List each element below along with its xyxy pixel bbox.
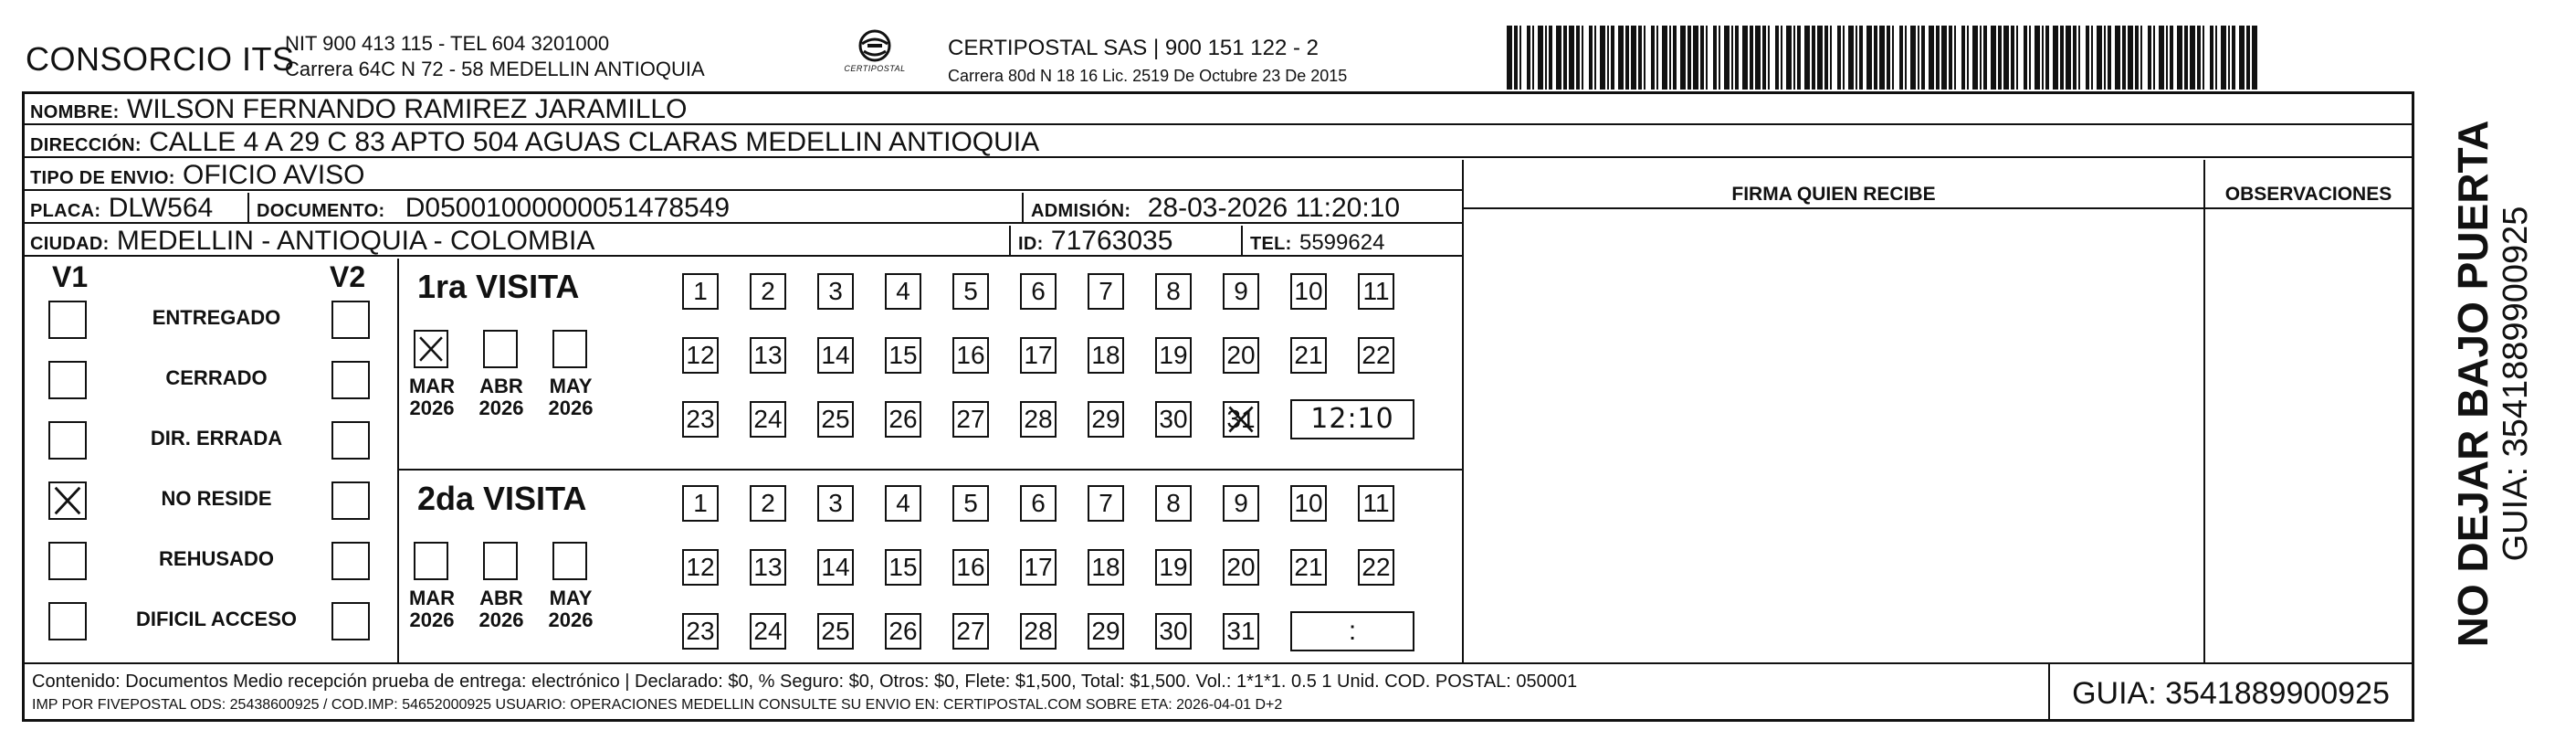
day-number: 30 — [1159, 617, 1188, 645]
day-box[interactable] — [952, 401, 989, 438]
day-box[interactable] — [817, 549, 854, 586]
day-number: 28 — [1024, 617, 1053, 645]
month-name: ABR — [479, 587, 523, 609]
admision-value: 28-03-2026 11:20:10 — [1147, 193, 1401, 223]
status-row — [25, 297, 397, 352]
tipo-value: OFICIO AVISO — [183, 160, 365, 190]
logo-text: CERTIPOSTAL — [844, 64, 906, 73]
day-number: 11 — [1362, 489, 1390, 517]
day-box[interactable] — [750, 273, 786, 310]
day-number: 24 — [753, 405, 783, 433]
v1-checkbox[interactable] — [48, 421, 87, 460]
row-direccion — [25, 127, 2412, 158]
day-box[interactable] — [1088, 401, 1124, 438]
day-number: 15 — [888, 553, 918, 581]
day-number: 26 — [888, 405, 918, 433]
nombre-label: NOMBRE: — [30, 102, 120, 122]
day-number: 4 — [896, 489, 910, 517]
day-box[interactable] — [885, 337, 921, 374]
day-number: 21 — [1294, 553, 1323, 581]
day-box[interactable] — [1290, 337, 1327, 374]
delivery-form — [22, 91, 2414, 722]
side-notice — [2411, 0, 2575, 751]
divider-status — [397, 259, 399, 662]
side-text — [2450, 121, 2536, 648]
day-box[interactable] — [1223, 485, 1259, 522]
month-year: 2026 — [409, 608, 455, 631]
status-label: CERRADO — [165, 366, 268, 389]
status-row — [25, 418, 397, 472]
day-box[interactable] — [1088, 485, 1124, 522]
status-row — [25, 598, 397, 653]
day-number: 23 — [686, 405, 715, 433]
day-box[interactable] — [952, 337, 989, 374]
header — [20, 16, 2467, 88]
day-box[interactable] — [750, 485, 786, 522]
issuer-line-2: Carrera 64C N 72 - 58 MEDELLIN ANTIOQUIA — [285, 58, 705, 80]
day-number: 3 — [828, 277, 843, 305]
day-box[interactable] — [1290, 273, 1327, 310]
day-number: 25 — [821, 405, 850, 433]
visit-title: 2da VISITA — [417, 480, 587, 517]
day-box[interactable] — [682, 613, 719, 650]
month-year: 2026 — [548, 608, 594, 631]
day-box[interactable] — [817, 613, 854, 650]
day-box[interactable] — [1155, 485, 1192, 522]
day-number: 5 — [963, 277, 978, 305]
day-number: 19 — [1159, 553, 1188, 581]
day-number: 4 — [896, 277, 910, 305]
tipo-label: TIPO DE ENVIO: — [30, 168, 175, 188]
day-number: 10 — [1294, 277, 1323, 305]
month-name: MAY — [549, 587, 593, 609]
documento-cell — [247, 193, 730, 222]
tel-cell — [1241, 226, 1384, 255]
admision-cell — [1022, 193, 1400, 222]
day-box[interactable] — [1020, 549, 1057, 586]
day-box[interactable] — [885, 549, 921, 586]
day-box[interactable] — [817, 273, 854, 310]
day-box[interactable] — [750, 401, 786, 438]
day-number: 18 — [1091, 341, 1120, 369]
x-mark-icon — [415, 332, 447, 366]
day-box[interactable] — [750, 549, 786, 586]
day-number: 14 — [821, 341, 850, 369]
day-number: 5 — [963, 489, 978, 517]
v1-checkbox[interactable] — [48, 602, 87, 640]
row-ciudad — [25, 226, 1462, 257]
day-box[interactable] — [817, 485, 854, 522]
month-checkbox[interactable] — [414, 542, 448, 580]
day-number: 18 — [1091, 553, 1120, 581]
month-year: 2026 — [409, 397, 455, 419]
v2-checkbox[interactable] — [331, 421, 370, 460]
day-box[interactable] — [1290, 549, 1327, 586]
v2-checkbox[interactable] — [331, 602, 370, 640]
day-number: 25 — [821, 617, 850, 645]
x-mark-icon — [1225, 403, 1257, 436]
placa-value: DLW564 — [108, 193, 214, 223]
day-box[interactable] — [1358, 337, 1394, 374]
id-value: 71763035 — [1050, 226, 1173, 256]
day-box[interactable] — [885, 613, 921, 650]
day-number: 21 — [1294, 341, 1323, 369]
day-box[interactable] — [1088, 549, 1124, 586]
day-box[interactable] — [952, 485, 989, 522]
day-box[interactable] — [952, 273, 989, 310]
day-number: 15 — [888, 341, 918, 369]
divider-firma — [1462, 160, 1464, 662]
observaciones-header: OBSERVACIONES — [2205, 180, 2412, 209]
month-label — [543, 376, 598, 419]
carrier-line-1: CERTIPOSTAL SAS | 900 151 122 - 2 — [948, 36, 1319, 60]
ciudad-label: CIUDAD: — [30, 234, 110, 254]
documento-label: DOCUMENTO: — [257, 201, 385, 221]
day-box[interactable] — [682, 337, 719, 374]
row-nombre — [25, 94, 2412, 125]
month-label — [474, 587, 529, 631]
admision-label: ADMISIÓN: — [1031, 201, 1131, 221]
x-mark-icon — [50, 483, 85, 518]
row-placa — [25, 193, 1462, 224]
month-checkbox[interactable] — [552, 330, 587, 368]
v2-checkbox[interactable] — [331, 542, 370, 580]
day-box[interactable] — [682, 273, 719, 310]
month-label — [543, 587, 598, 631]
month-checkbox[interactable] — [552, 542, 587, 580]
day-box[interactable] — [750, 337, 786, 374]
day-box[interactable] — [682, 485, 719, 522]
day-box[interactable] — [1020, 613, 1057, 650]
day-number: 13 — [753, 553, 783, 581]
day-box[interactable] — [1223, 613, 1259, 650]
day-box[interactable] — [1155, 549, 1192, 586]
v2-checkbox[interactable] — [331, 481, 370, 520]
day-box[interactable] — [1358, 273, 1394, 310]
day-box[interactable] — [1223, 549, 1259, 586]
carrier-info — [948, 35, 1347, 90]
day-number: 29 — [1091, 617, 1120, 645]
day-box[interactable] — [1223, 401, 1259, 438]
status-label: ENTREGADO — [152, 306, 281, 329]
v2-header: V2 — [330, 260, 366, 293]
v2-checkbox[interactable] — [331, 361, 370, 399]
day-box[interactable] — [1020, 273, 1057, 310]
v2-checkbox[interactable] — [331, 301, 370, 339]
row-tipo — [25, 160, 1462, 191]
day-number: 7 — [1099, 489, 1113, 517]
day-number: 23 — [686, 617, 715, 645]
v1-header: V1 — [52, 260, 89, 293]
day-number: 20 — [1226, 553, 1256, 581]
day-box[interactable] — [1223, 273, 1259, 310]
certipostal-logo — [831, 27, 919, 88]
day-number: 8 — [1166, 489, 1181, 517]
status-label: DIR. ERRADA — [150, 427, 283, 450]
carrier-line-2: Carrera 80d N 18 16 Lic. 2519 De Octubre 23 De 2015 — [948, 67, 1348, 85]
day-number: 2 — [761, 489, 775, 517]
direccion-label: DIRECCIÓN: — [30, 135, 142, 155]
day-number: 16 — [956, 553, 985, 581]
guia-number: GUIA: 3541889900925 — [2048, 664, 2412, 721]
day-number: 8 — [1166, 277, 1181, 305]
day-number: 17 — [1024, 341, 1053, 369]
day-box[interactable] — [1020, 401, 1057, 438]
day-box[interactable] — [885, 273, 921, 310]
day-number: 14 — [821, 553, 850, 581]
day-box[interactable] — [1020, 485, 1057, 522]
day-number: 27 — [956, 405, 985, 433]
ciudad-value: MEDELLIN - ANTIOQUIA - COLOMBIA — [116, 226, 595, 256]
day-number: 9 — [1234, 277, 1248, 305]
day-number: 26 — [888, 617, 918, 645]
day-box[interactable] — [952, 549, 989, 586]
documento-value: D05001000000051478549 — [405, 193, 731, 223]
month-label — [405, 376, 459, 419]
month-name: MAY — [549, 375, 593, 397]
day-box[interactable] — [817, 337, 854, 374]
barcode-icon — [1507, 26, 2257, 90]
day-number: 17 — [1024, 553, 1053, 581]
v1-checkbox[interactable] — [48, 301, 87, 339]
day-box[interactable] — [952, 613, 989, 650]
day-number: 13 — [753, 341, 783, 369]
v1-checkbox[interactable] — [48, 361, 87, 399]
day-number: 22 — [1362, 553, 1391, 581]
issuer-info — [285, 31, 705, 82]
day-number: 10 — [1294, 489, 1323, 517]
day-number: 31 — [1226, 617, 1256, 645]
day-box[interactable] — [885, 485, 921, 522]
day-box[interactable] — [682, 401, 719, 438]
day-number: 16 — [956, 341, 985, 369]
visit-time[interactable]: 12:10 — [1290, 399, 1414, 439]
day-box[interactable] — [1155, 337, 1192, 374]
day-number: 1 — [693, 277, 708, 305]
day-number: 31 — [1226, 405, 1256, 433]
side-guia: GUIA: 3541889900925 — [2497, 206, 2535, 562]
placa-label: PLACA: — [30, 201, 101, 221]
day-box[interactable] — [885, 401, 921, 438]
day-box[interactable] — [1223, 337, 1259, 374]
month-name: MAR — [408, 587, 456, 609]
footer — [25, 662, 2412, 721]
status-row — [25, 538, 397, 593]
divider-visits — [397, 469, 1462, 471]
day-number: 20 — [1226, 341, 1256, 369]
day-box[interactable] — [1155, 401, 1192, 438]
day-box[interactable] — [1088, 273, 1124, 310]
divider-observaciones — [2203, 160, 2205, 662]
visit-title: 1ra VISITA — [417, 268, 580, 305]
day-number: 1 — [693, 489, 708, 517]
day-box[interactable] — [682, 549, 719, 586]
day-number: 2 — [761, 277, 775, 305]
status-label: DIFICIL ACCESO — [135, 608, 297, 630]
day-number: 30 — [1159, 405, 1188, 433]
day-box[interactable] — [817, 401, 854, 438]
direccion-value: CALLE 4 A 29 C 83 APTO 504 AGUAS CLARAS MEDELLIN ANTIOQUIA — [149, 127, 1040, 157]
day-number: 24 — [753, 617, 783, 645]
status-label: NO RESIDE — [161, 487, 272, 510]
nombre-value: WILSON FERNANDO RAMIREZ JARAMILLO — [127, 94, 688, 124]
day-box[interactable] — [1020, 337, 1057, 374]
day-number: 6 — [1031, 489, 1046, 517]
day-box[interactable] — [1155, 613, 1192, 650]
status-row — [25, 357, 397, 412]
day-number: 3 — [828, 489, 843, 517]
day-box[interactable] — [1358, 485, 1394, 522]
month-checkbox[interactable] — [414, 330, 448, 368]
day-number: 6 — [1031, 277, 1046, 305]
month-name: MAR — [408, 375, 456, 397]
status-label: REHUSADO — [159, 547, 274, 570]
day-number: 19 — [1159, 341, 1188, 369]
day-number: 12 — [686, 553, 715, 581]
globe-icon — [857, 27, 893, 64]
day-number: 22 — [1362, 341, 1391, 369]
month-year: 2026 — [478, 608, 524, 631]
firma-header: FIRMA QUIEN RECIBE — [1464, 180, 2203, 209]
day-box[interactable] — [750, 613, 786, 650]
issuer-line-1: NIT 900 413 115 - TEL 604 3201000 — [285, 32, 610, 55]
day-number: 11 — [1362, 277, 1390, 305]
day-box[interactable] — [1155, 273, 1192, 310]
tel-value: 5599624 — [1299, 230, 1385, 255]
month-label — [405, 587, 459, 631]
footer-line-1: Contenido: Documentos Medio recepción prueba de entrega: electrónico | Declarado: $0, % Seguro: $0, Otros: $0, Flete: $1,500, Total: $1,500. Vol.: 1*1*1. 0.5 1 Unid. COD. POSTAL: 050001 — [32, 672, 1578, 692]
month-label — [474, 376, 529, 419]
day-number: 28 — [1024, 405, 1053, 433]
month-year: 2026 — [548, 397, 594, 419]
v1-checkbox[interactable] — [48, 542, 87, 580]
v1-checkbox[interactable] — [48, 481, 87, 520]
day-box[interactable] — [1088, 337, 1124, 374]
id-label: ID: — [1018, 234, 1044, 254]
id-cell — [1009, 226, 1172, 255]
day-number: 29 — [1091, 405, 1120, 433]
day-number: 27 — [956, 617, 985, 645]
day-number: 9 — [1234, 489, 1248, 517]
day-box[interactable] — [1290, 485, 1327, 522]
month-year: 2026 — [478, 397, 524, 419]
visit-time[interactable]: : — [1290, 611, 1414, 651]
brand-name: CONSORCIO ITS — [26, 40, 295, 78]
day-number: 7 — [1099, 277, 1113, 305]
footer-line-2: IMP POR FIVEPOSTAL ODS: 25438600925 / COD.IMP: 54652000925 USUARIO: OPERACIONES MEDELLIN CONSULTE SU ENVIO EN: CERTIPOSTAL.COM SOBRE ETA: 2026-04-01 D+2 — [32, 697, 1283, 713]
side-warning: NO DEJAR BAJO PUERTA — [2449, 120, 2497, 648]
status-row — [25, 478, 397, 533]
day-box[interactable] — [1088, 613, 1124, 650]
tel-label: TEL: — [1250, 234, 1292, 254]
month-checkbox[interactable] — [483, 542, 518, 580]
day-box[interactable] — [1358, 549, 1394, 586]
day-number: 12 — [686, 341, 715, 369]
month-name: ABR — [479, 375, 523, 397]
month-checkbox[interactable] — [483, 330, 518, 368]
